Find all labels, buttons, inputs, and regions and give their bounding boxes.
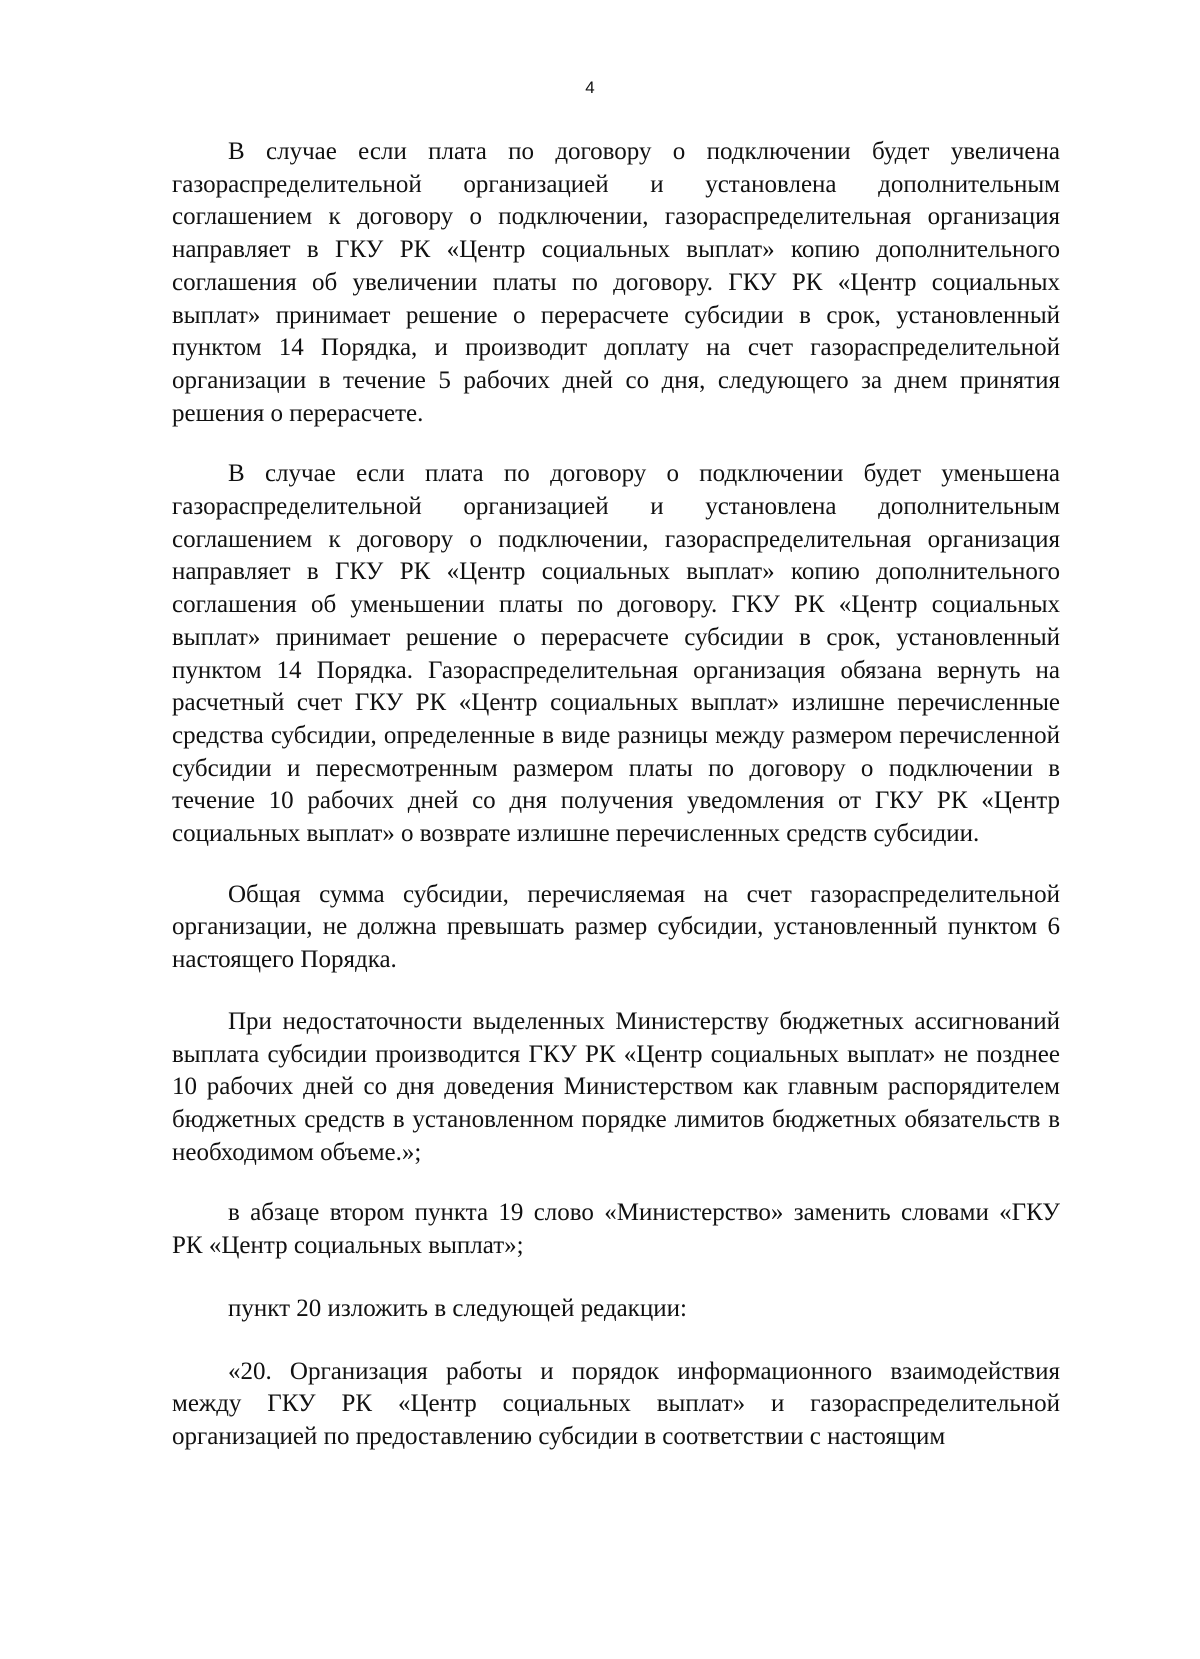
paragraph-increase-fee: В случае если плата по договору о подключении будет увеличена газораспределительной организацией и установлена дополнительным соглашением к договору о подключении, газораспределительная организация направляет в ГКУ РК «Центр социальных выплат» копию дополнительного соглашения об увеличении платы по договору. ГКУ РК «Центр социальных выплат» принимает решение о перерасчете субсидии в срок, установленный пунктом 14 Порядка, и производит доплату на счет газораспределительной организации в течение 5 рабочих дней со дня, следующего за днем принятия решения о перерасчете.	[172, 138, 1060, 427]
paragraph-point-20-text: «20. Организация работы и порядок информационного взаимодействия между ГКУ РК «Центр социальных выплат» и газораспределительной организацией по предоставлению субсидии в соответствии с настоящим	[172, 1357, 1060, 1450]
paragraph-point-19-amendment: в абзаце втором пункта 19 слово «Министерство» заменить словами «ГКУ РК «Центр социальных выплат»;	[172, 1199, 1060, 1260]
paragraph-decrease-fee: В случае если плата по договору о подключении будет уменьшена газораспределительной организацией и установлена дополнительным соглашением к договору о подключении, газораспределительная организация направляет в ГКУ РК «Центр социальных выплат» копию дополнительного соглашения об уменьшении платы по договору. ГКУ РК «Центр социальных выплат» принимает решение о перерасчете субсидии в срок, установленный пунктом 14 Порядка. Газораспределительная организация обязана вернуть на расчетный счет ГКУ РК «Центр социальных выплат» излишне перечисленные средства субсидии, определенные в виде разницы между размером перечисленной субсидии и пересмотренным размером платы по договору о подключении в течение 10 рабочих дней со дня получения уведомления от ГКУ РК «Центр социальных выплат» о возврате излишне перечисленных средств субсидии.	[172, 460, 1060, 848]
paragraph-total-subsidy: Общая сумма субсидии, перечисляемая на счет газораспределительной организации, не должна превышать размер субсидии, установленный пунктом 6 настоящего Порядка.	[172, 880, 1060, 974]
paragraph-insufficient-funds: При недостаточности выделенных Министерству бюджетных ассигнований выплата субсидии производится ГКУ РК «Центр социальных выплат» не позднее 10 рабочих дней со дня доведения Министерством как главным распорядителем бюджетных средств в установленном порядке лимитов бюджетных обязательств в необходимом объеме.»;	[172, 1007, 1060, 1166]
page-number: 4	[585, 78, 595, 97]
paragraph-point-20-intro: пункт 20 изложить в следующей редакции:	[228, 1294, 687, 1322]
document-body	[172, 136, 1060, 1482]
